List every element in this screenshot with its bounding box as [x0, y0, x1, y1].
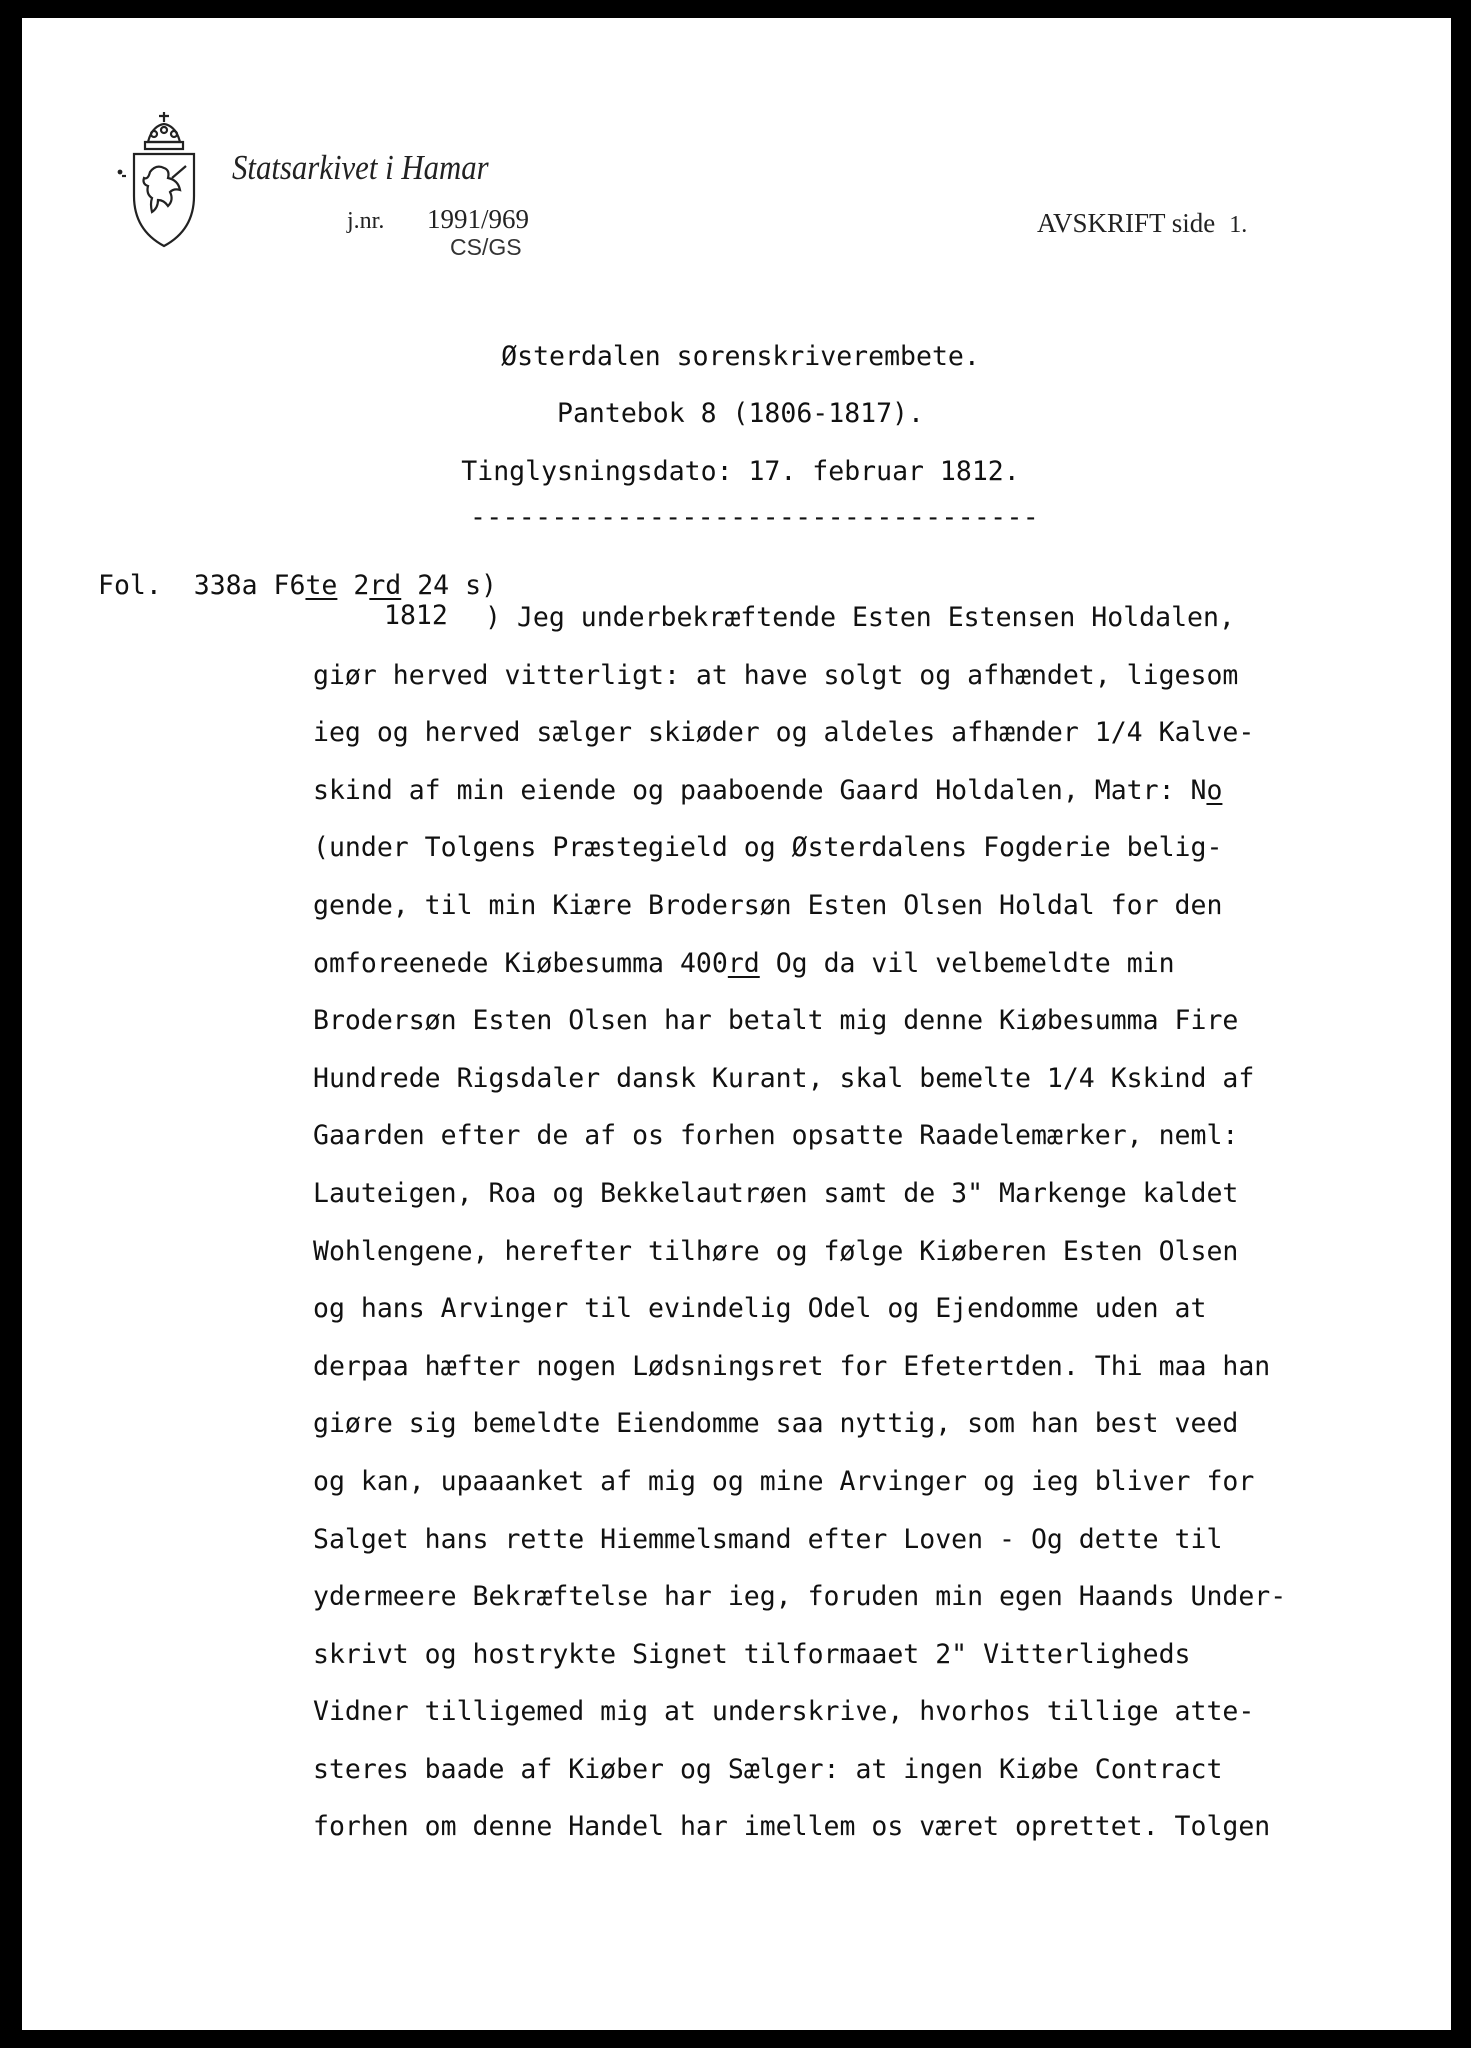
body-line — [313, 602, 1286, 660]
body-line: derpaa hæfter nogen Lødsningsret for Efetertden. Thi maa han — [313, 1350, 1271, 1382]
document-page — [22, 18, 1451, 2030]
body-line: forhen om denne Handel har imellem os været oprettet. Tolgen — [313, 1811, 1271, 1843]
page-marker-label: AVSKRIFT side — [1037, 208, 1216, 238]
body-line: og hans Arvinger til evindelig Odel og Ejendomme uden at — [313, 1293, 1207, 1325]
body-line — [313, 948, 1286, 1006]
fee-rd: rd — [369, 570, 402, 601]
body-line-open: ) — [485, 602, 501, 633]
fee-suffix: 24 s) — [417, 570, 497, 601]
clerk-initials: CS/GS — [450, 234, 522, 260]
fee-prefix: F6 — [273, 570, 306, 601]
body-line: giør herved vitterligt: at have solgt og afhændet, ligesom — [313, 659, 1239, 691]
body-line: Wohlengene, herefter tilhøre og følge Kiøberen Esten Olsen — [313, 1235, 1239, 1267]
archive-name: Statsarkivet i Hamar — [232, 148, 489, 187]
body-line: Gaarden efter de af os forhen opsatte Raadelemærker, neml: — [313, 1120, 1239, 1152]
page-number: 1. — [1229, 212, 1248, 238]
fee-mid: 2 — [353, 570, 370, 601]
body-line: Lauteigen, Roa og Bekkelautrøen samt de 3" Markenge kaldet — [313, 1177, 1239, 1209]
journal-label: j.nr. — [347, 208, 385, 234]
body-line: Salget hans rette Hiemmelsmand efter Loven - Og dette til — [313, 1523, 1223, 1555]
body-line: Vidner tilligemed mig at underskrive, hvorhos tillige atte- — [313, 1696, 1255, 1728]
folio-year-value: 1812 — [384, 600, 448, 631]
body-line: ydermeere Bekræftelse har ieg, foruden min egen Haands Under- — [313, 1581, 1287, 1613]
body-line: ieg og herved sælger skiøder og aldeles afhænder 1/4 Kalve- — [313, 717, 1255, 749]
header-register: Pantebok 8 (1806-1817). — [557, 398, 924, 429]
rd-sup: rd — [727, 947, 760, 979]
folio-number: 338a — [193, 570, 258, 601]
body-line-tail: Og da vil velbemeldte min — [759, 947, 1175, 979]
norwegian-lion-crest-icon — [112, 106, 222, 256]
folio-label: Fol. — [98, 570, 162, 601]
header-separator: ----------------------------------- — [470, 502, 1039, 533]
body-line — [313, 775, 1286, 833]
body-line: (under Tolgens Præstegield og Østerdalens Fogderie belig- — [313, 832, 1223, 864]
body-line: og kan, upaaanket af mig og mine Arvinger og ieg bliver for — [313, 1465, 1255, 1497]
body-line: gende, til min Kiære Brodersøn Esten Olsen Holdal for den — [313, 889, 1223, 921]
body-line: Hundrede Rigsdaler dansk Kurant, skal bemelte 1/4 Kskind af — [313, 1062, 1255, 1094]
header-date: Tinglysningsdato: 17. februar 1812. — [461, 456, 1020, 487]
header-office: Østerdalen sorenskriverembete. — [501, 341, 980, 372]
transcript-body — [313, 602, 1286, 1869]
body-line-text: Jeg underbekræftende Esten Estensen Holdalen, — [516, 602, 1235, 633]
body-line: giøre sig bemeldte Eiendomme saa nyttig, som han best veed — [313, 1408, 1239, 1440]
body-line-text: omforeenede Kiøbesumma 400 — [313, 947, 728, 979]
journal-number: 1991/969 — [427, 204, 530, 234]
body-line: steres baade af Kiøber og Sælger: at ingen Kiøbe Contract — [313, 1753, 1223, 1785]
folio-reference — [98, 570, 497, 601]
body-line: skrivt og hostrykte Signet tilformaaet 2" Vitterligheds — [313, 1638, 1191, 1670]
page-marker — [1037, 208, 1247, 239]
body-line-text: skind af min eiende og paaboende Gaard Holdalen, Matr: N — [313, 774, 1207, 806]
fee-sup: te — [305, 570, 338, 601]
body-line: Brodersøn Esten Olsen har betalt mig denne Kiøbesumma Fire — [313, 1005, 1239, 1037]
matr-sup: o — [1206, 774, 1223, 806]
